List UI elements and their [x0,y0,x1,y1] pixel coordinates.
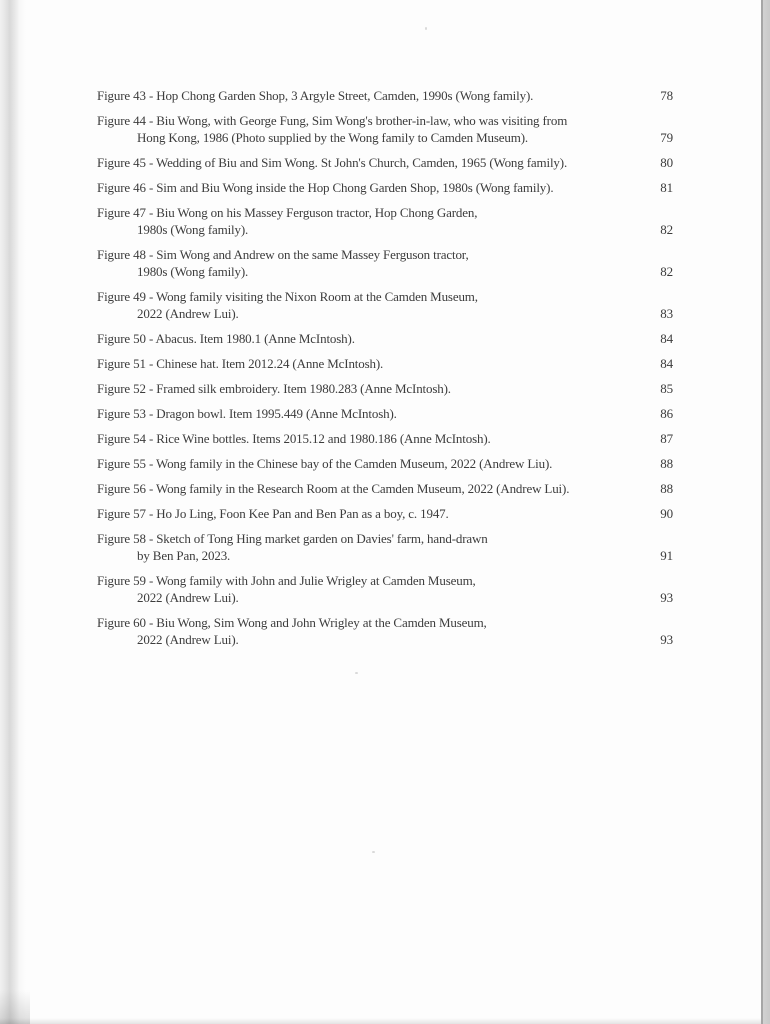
figure-page-number: 88 [660,481,673,496]
caption-line: 2022 (Andrew Lui). [137,590,239,605]
figure-page-number: 88 [660,456,673,471]
figure-page-number: 90 [660,506,673,521]
figure-page-number: 84 [660,356,673,371]
figure-page-number: 79 [660,130,673,145]
caption-line: Figure 46 - Sim and Biu Wong inside the Hop Chong Garden Shop, 1980s (Wong family). [97,180,554,195]
figure-page-number: 80 [660,155,673,170]
caption-line: Figure 52 - Framed silk embroidery. Item 1980.283 (Anne McIntosh). [97,381,451,396]
figure-entry [97,455,673,472]
figure-page-number: 85 [660,381,673,396]
caption-line: Figure 60 - Biu Wong, Sim Wong and John Wrigley at the Camden Museum, [97,615,487,630]
caption-line: 2022 (Andrew Lui). [137,632,239,647]
page-bottom-edge-shadow [0,1018,761,1024]
figure-page-number: 86 [660,406,673,421]
figure-page-number: 91 [660,548,673,563]
figure-caption [97,204,639,238]
figure-caption [97,614,639,648]
caption-line: Figure 50 - Abacus. Item 1980.1 (Anne McIntosh). [97,331,355,346]
caption-line: by Ben Pan, 2023. [137,548,231,563]
caption-line: Figure 48 - Sim Wong and Andrew on the same Massey Ferguson tractor, [97,247,469,262]
figure-entry [97,505,673,522]
figure-caption [97,112,639,146]
list-of-figures [97,87,673,656]
figure-page-number: 93 [660,590,673,605]
figure-page-number: 84 [660,331,673,346]
figure-caption [97,455,639,472]
figure-page-number: 82 [660,264,673,279]
caption-line: Figure 49 - Wong family visiting the Nixon Room at the Camden Museum, [97,289,478,304]
figure-entry [97,288,673,322]
figure-entry [97,530,673,564]
caption-line: 2022 (Andrew Lui). [137,306,239,321]
caption-line: Figure 54 - Rice Wine bottles. Items 2015.12 and 1980.186 (Anne McIntosh). [97,431,491,446]
figure-caption [97,380,639,397]
caption-line: Figure 58 - Sketch of Tong Hing market garden on Davies' farm, hand-drawn [97,531,488,546]
figure-caption [97,87,639,104]
figure-entry [97,380,673,397]
page-right-edge-band [763,0,770,1024]
caption-line: Figure 59 - Wong family with John and Julie Wrigley at Camden Museum, [97,573,476,588]
figure-entry [97,87,673,104]
figure-entry [97,430,673,447]
figure-caption [97,246,639,280]
figure-page-number: 93 [660,632,673,647]
figure-caption [97,330,639,347]
figure-entry [97,246,673,280]
figure-caption [97,154,639,171]
scan-dust-speck [372,851,375,853]
figure-entry [97,179,673,196]
figure-caption [97,405,639,422]
figure-caption [97,288,639,322]
figure-entry [97,480,673,497]
figure-page-number: 78 [660,88,673,103]
figure-entry [97,614,673,648]
figure-entry [97,572,673,606]
figure-page-number: 83 [660,306,673,321]
figure-entry [97,405,673,422]
caption-line: Hong Kong, 1986 (Photo supplied by the Wong family to Camden Museum). [137,130,528,145]
caption-line: Figure 57 - Ho Jo Ling, Foon Kee Pan and Ben Pan as a boy, c. 1947. [97,506,449,521]
caption-line: 1980s (Wong family). [137,222,249,237]
figure-entry [97,355,673,372]
caption-line: Figure 44 - Biu Wong, with George Fung, Sim Wong's brother-in-law, who was visiting from [97,113,568,128]
figure-caption [97,179,639,196]
figure-caption [97,480,639,497]
figure-page-number: 82 [660,222,673,237]
figure-caption [97,430,639,447]
caption-line: Figure 56 - Wong family in the Research Room at the Camden Museum, 2022 (Andrew Lui). [97,481,570,496]
caption-line: Figure 53 - Dragon bowl. Item 1995.449 (Anne McIntosh). [97,406,397,421]
figure-caption [97,572,639,606]
figure-page-number: 87 [660,431,673,446]
caption-line: 1980s (Wong family). [137,264,249,279]
figure-caption [97,355,639,372]
figure-entry [97,204,673,238]
caption-line: Figure 51 - Chinese hat. Item 2012.24 (Anne McIntosh). [97,356,384,371]
scan-dust-speck [355,672,358,674]
caption-line: Figure 55 - Wong family in the Chinese bay of the Camden Museum, 2022 (Andrew Liu). [97,456,553,471]
figure-caption [97,505,639,522]
figure-entry [97,330,673,347]
page-right-edge-line [761,0,763,1024]
figure-entry [97,112,673,146]
page-left-edge-shadow [0,0,26,1024]
figure-entry [97,154,673,171]
figure-caption [97,530,639,564]
caption-line: Figure 43 - Hop Chong Garden Shop, 3 Argyle Street, Camden, 1990s (Wong family). [97,88,534,103]
caption-line: Figure 47 - Biu Wong on his Massey Ferguson tractor, Hop Chong Garden, [97,205,478,220]
figure-page-number: 81 [660,180,673,195]
caption-line: Figure 45 - Wedding of Biu and Sim Wong. St John's Church, Camden, 1965 (Wong family). [97,155,568,170]
scan-dust-speck [425,27,427,30]
